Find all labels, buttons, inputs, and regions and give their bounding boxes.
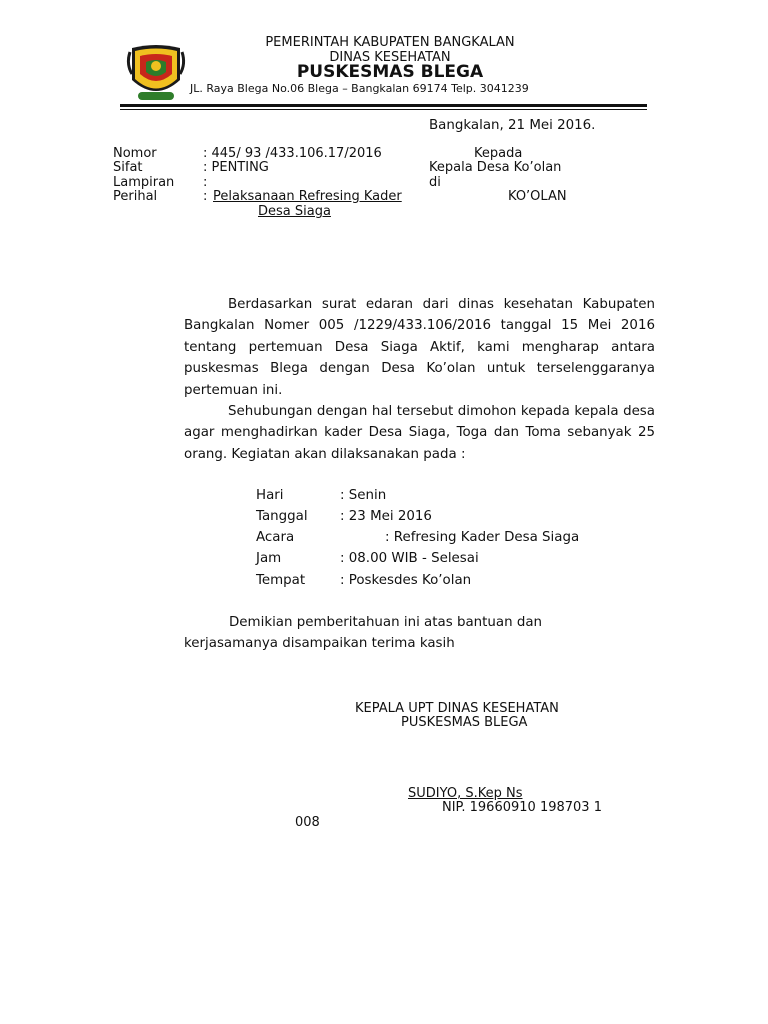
perihal-label: Perihal bbox=[113, 189, 158, 204]
letterhead-organization: PUSKESMAS BLEGA bbox=[296, 62, 484, 82]
nomor-label: Nomor bbox=[113, 146, 157, 161]
recipient-name: Kepala Desa Ko’olan bbox=[429, 160, 562, 175]
event-jam-value: : 08.00 WIB - Selesai bbox=[340, 551, 479, 566]
sifat-label: Sifat bbox=[113, 160, 143, 175]
recipient-place: KO’OLAN bbox=[508, 189, 567, 204]
signature-nip: NIP. 19660910 198703 1 bbox=[442, 800, 602, 815]
event-acara-value: : Refresing Kader Desa Siaga bbox=[385, 530, 580, 545]
event-acara-label: Acara bbox=[256, 530, 295, 545]
closing-line-2: kerjasamanya disampaikan terima kasih bbox=[184, 636, 455, 651]
perihal-subject-line2: Desa Siaga bbox=[258, 204, 331, 219]
letterhead-government: PEMERINTAH KABUPATEN BANGKALAN bbox=[265, 35, 515, 50]
lampiran-value: : bbox=[203, 175, 208, 190]
letter-date: Bangkalan, 21 Mei 2016. bbox=[429, 118, 596, 133]
event-hari-value: : Senin bbox=[340, 488, 387, 503]
body-paragraph-1: Berdasarkan surat edaran dari dinas kesehatan Kabupaten Bangkalan Nomer 005 /1229/433.106/2016 tanggal 15 Mei 2016 tentang pertemuan Desa Siaga Aktif, kami mengharap antara puskesmas Blega dengan Desa Ko’olan untuk terselenggaranya pertemuan ini. bbox=[184, 297, 655, 398]
perihal-colon: : bbox=[203, 189, 208, 204]
lampiran-label: Lampiran bbox=[113, 175, 175, 190]
event-tempat-value: : Poskesdes Ko’olan bbox=[340, 573, 472, 588]
signature-name: SUDIYO, S.Kep Ns bbox=[408, 786, 523, 801]
signature-nip-continuation: 008 bbox=[295, 815, 320, 830]
sifat-value: : PENTING bbox=[203, 160, 269, 175]
letterhead-address: JL. Raya Blega No.06 Blega – Bangkalan 69174 Telp. 3041239 bbox=[190, 82, 529, 95]
event-tanggal-value: : 23 Mei 2016 bbox=[340, 509, 432, 524]
recipient-kepada: Kepada bbox=[474, 146, 523, 161]
regency-emblem-logo bbox=[124, 44, 188, 104]
nomor-value: : 445/ 93 /433.106.17/2016 bbox=[203, 146, 382, 161]
perihal-subject-line1: Pelaksanaan Refresing Kader bbox=[213, 189, 402, 204]
recipient-di: di bbox=[429, 175, 441, 190]
letterhead-divider bbox=[120, 104, 647, 107]
event-tanggal-label: Tanggal bbox=[256, 509, 308, 524]
event-hari-label: Hari bbox=[256, 488, 284, 503]
letterhead-divider-thin bbox=[120, 109, 647, 110]
event-jam-label: Jam bbox=[256, 551, 282, 566]
body-paragraph-2: Sehubungan dengan hal tersebut dimohon kepada kepala desa agar menghadirkan kader Desa Siaga, Toga dan Toma sebanyak 25 orang. Kegiatan akan dilaksanakan pada : bbox=[184, 404, 655, 462]
event-tempat-label: Tempat bbox=[256, 573, 306, 588]
signature-title-2: PUSKESMAS BLEGA bbox=[401, 715, 528, 730]
signature-title-1: KEPALA UPT DINAS KESEHATAN bbox=[355, 701, 559, 716]
letterhead-department: DINAS KESEHATAN bbox=[329, 50, 451, 65]
closing-line-1: Demikian pemberitahuan ini atas bantuan dan bbox=[229, 615, 543, 630]
